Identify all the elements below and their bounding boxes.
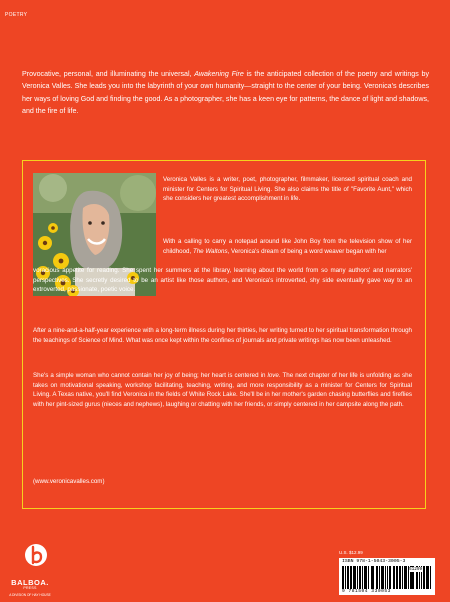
- bio-p4-text-b: . The next chapter of her life is unfolding as she takes on motivational speaking, workshop facilitating, teaching, writing, and more responsibility as a minister for Centers for Spiritual Living. A Texas native, you'll find Veronica in the fields of White Rock Lake. She'll be in her mother's garden chasing butterflies and fireflies with her pint-sized gurus (nieces and nephews), laughing or chatting with her friends, or simply centered in her campsite along the path.: [33, 372, 413, 408]
- price-code: 51299: [409, 567, 423, 572]
- barcode-bar: [379, 566, 380, 589]
- bio-p4-text-a: She's a simple woman who cannot contain her joy of being; her heart is centered in: [33, 372, 268, 379]
- bio-p4-love: love: [267, 372, 279, 379]
- barcode-block: [339, 558, 435, 595]
- tv-show-title: The Waltons: [192, 247, 228, 255]
- barcode-bar: [400, 566, 401, 589]
- intro-text-start: Provocative, personal, and illuminating the universal,: [22, 70, 195, 78]
- barcode-digits: 9 781504 330053: [342, 589, 391, 594]
- barcode-bar: [354, 566, 355, 589]
- bio-paragraph-3: After a nine-and-a-half-year experience with a long-term illness during her thirties, her writing turned to her spiritual transformation through the teachings of Science of Mind. What was once kept within the confines of journals and private writings has now been unleashed.: [33, 327, 412, 344]
- genre-label: POETRY: [5, 12, 28, 18]
- barcode-bar: [427, 566, 428, 589]
- barcode-bar: [383, 566, 384, 589]
- bio-paragraph-1: Veronica Valles is a writer, poet, photographer, filmmaker, licensed spiritual coach and minister for Centers for Spiritual Living. She also claims the title of "Favorite Aunt," which she considers her greatest accomplishment in life.: [163, 176, 412, 202]
- barcode-bar: [394, 566, 395, 589]
- barcode-bar: [377, 566, 378, 589]
- bio-paragraph-2-start: [163, 237, 412, 256]
- barcode-bar: [348, 566, 349, 589]
- barcode-bar: [385, 566, 386, 589]
- barcode-bar: [430, 566, 431, 589]
- barcode-bar: [405, 566, 406, 589]
- barcode-bar: [424, 566, 425, 589]
- barcode-bar: [373, 566, 374, 589]
- barcode-bar: [362, 566, 363, 589]
- bio-p2-text-a: With a calling to carry a notepad around like John Boy from the television show of her childhood,: [163, 238, 412, 255]
- barcode-bar: [350, 566, 352, 589]
- publisher-sub: PRESS: [23, 586, 37, 590]
- barcode-bar: [368, 566, 369, 589]
- intro-blurb: [22, 68, 429, 118]
- bio-paragraph-4: [33, 371, 412, 409]
- author-website: (www.veronicavalles.com): [33, 478, 105, 485]
- barcode-bar: [343, 566, 344, 589]
- barcode-bar: [423, 566, 424, 589]
- bio-paragraph-2-end: voracious appetite for reading. She spent her summers at the library, learning about the world from so many authors' and narrators' perspectives. She secretly desired to be an artist like those authors, and Veronica's introverted, shy side eventually gave way to an extroverted, passionate, poetic voice.: [33, 267, 412, 293]
- barcode-bar: [396, 566, 398, 589]
- publisher-tagline: A DIVISION OF HAY HOUSE: [9, 593, 51, 597]
- bio-p2-text-b: , Veronica's dream of being a word weaver began with her: [227, 247, 387, 255]
- barcode-bar: [357, 566, 358, 589]
- barcode-bar: [402, 566, 403, 589]
- price-label: U.S. $12.99: [339, 550, 363, 555]
- barcode-bar: [390, 566, 391, 589]
- barcode-bar: [366, 566, 367, 589]
- book-title: Awakening Fire: [194, 70, 244, 78]
- barcode-bar: [389, 566, 390, 589]
- barcode-bar: [345, 566, 346, 589]
- barcode-bar: [372, 566, 373, 589]
- barcode-bar: [360, 566, 361, 589]
- isbn-number: ISBN 978-1-5043-3005-3: [342, 559, 406, 564]
- publisher-name: BALBOA.: [11, 578, 49, 587]
- intro-text-end: is the anticipated collection of the poetry and writings by Veronica Valles. She leads you into the labyrinth of your own humanity—straight to the center of your being. Veronica's describes her ways of loving God and finding the good. As a photographer, she has a keen eye for patterns, the dance of light and shadows, and the fire of life.: [22, 70, 429, 116]
